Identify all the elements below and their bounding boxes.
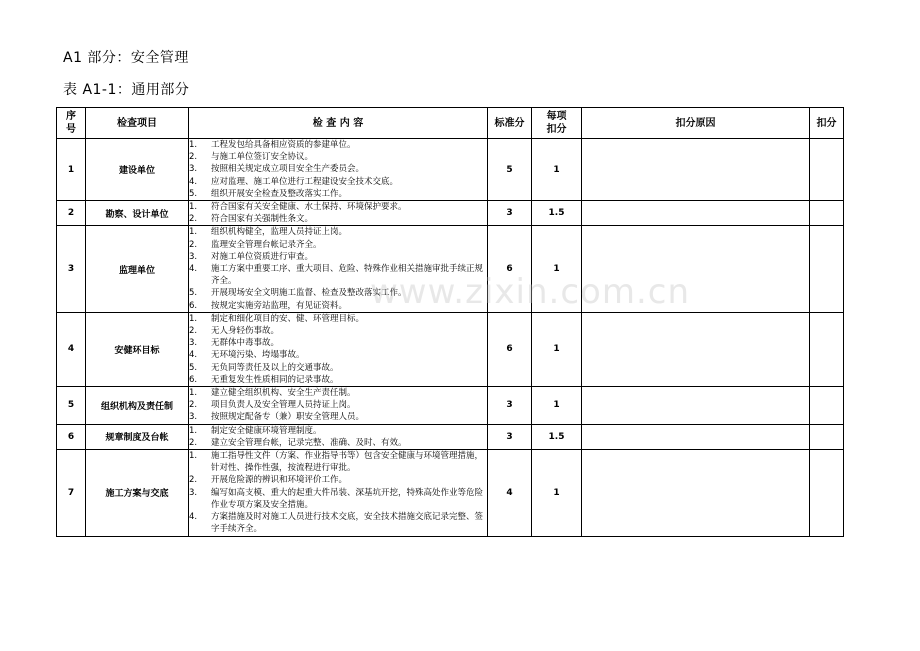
content-item-text: 无环境污染、垮塌事故。 (211, 350, 305, 361)
content-item (189, 450, 487, 474)
content-item (189, 399, 487, 411)
row-number: 6 (57, 424, 86, 449)
content-item (189, 325, 487, 337)
content-item-number: 2. (189, 214, 198, 225)
content-item-text: 项目负责人及安全管理人员持证上岗。 (211, 400, 356, 411)
header-no: 序号 (57, 108, 86, 139)
content-item-number: 1. (189, 313, 198, 324)
content-item-text: 无负同等责任及以上的交通事故。 (211, 362, 339, 373)
check-item: 施工方案与交底 (86, 450, 189, 536)
content-item-number: 4. (189, 350, 198, 361)
header-content: 检 查 内 容 (189, 108, 488, 139)
content-list (189, 450, 487, 535)
content-item-text: 方案措施及时对施工人员进行技术交底，安全技术措施交底记录完整、签字手续齐全。 (211, 512, 484, 535)
content-item-text: 组织机构健全，监理人员持证上岗。 (211, 227, 348, 238)
content-item (189, 139, 487, 151)
standard-score: 3 (488, 424, 532, 449)
standard-score: 3 (488, 387, 532, 425)
content-item-number: 5. (189, 288, 198, 299)
content-item-text: 符合国家有关强制性条文。 (211, 214, 314, 225)
content-list (189, 226, 487, 311)
content-item-text: 无重复发生性质相同的记录事故。 (211, 374, 339, 385)
check-item: 规章制度及台帐 (86, 424, 189, 449)
table-row (57, 424, 844, 449)
deduction-reason-cell (582, 201, 810, 226)
content-list (189, 139, 487, 200)
header-item: 检查项目 (86, 108, 189, 139)
deduction-reason-cell (582, 424, 810, 449)
content-item-text: 无群体中毒事故。 (211, 338, 280, 349)
row-number: 5 (57, 387, 86, 425)
content-item-text: 建立安全管理台帐，记录完整、准确、及时、有效。 (211, 437, 407, 448)
deduction-cell (810, 201, 844, 226)
table-row (57, 139, 844, 201)
content-item-text: 与施工单位签订安全协议。 (211, 152, 314, 163)
content-item-number: 1. (189, 388, 198, 399)
content-item (189, 487, 487, 511)
deduction-cell (810, 312, 844, 386)
deduction-cell (810, 450, 844, 536)
content-item-text: 按照规定配备专（兼）职安全管理人员。 (211, 412, 365, 423)
header-reason: 扣分原因 (582, 108, 810, 139)
deduction-cell (810, 424, 844, 449)
check-content (189, 139, 488, 201)
content-item (189, 300, 487, 312)
per-item-deduction: 1.5 (532, 424, 582, 449)
content-item (189, 474, 487, 486)
deduction-cell (810, 226, 844, 312)
per-item-deduction: 1 (532, 450, 582, 536)
content-item-number: 4. (189, 176, 198, 187)
content-item-text: 开展现场安全文明施工监督、检查及整改落实工作。 (211, 288, 407, 299)
content-item-number: 2. (189, 239, 198, 250)
per-item-deduction: 1 (532, 226, 582, 312)
content-item-number: 1. (189, 451, 198, 462)
content-item (189, 213, 487, 225)
content-item-number: 3. (189, 251, 198, 262)
content-item-number: 3. (189, 164, 198, 175)
content-item-number: 4. (189, 512, 198, 523)
content-item-number: 4. (189, 264, 198, 275)
content-item-number: 2. (189, 475, 198, 486)
row-number: 3 (57, 226, 86, 312)
content-item-text: 施工方案中重要工序、重大项目、危险、特殊作业相关措施审批手续正规齐全。 (211, 264, 484, 287)
content-item (189, 251, 487, 263)
content-item (189, 176, 487, 188)
content-item (189, 188, 487, 200)
check-item: 组织机构及责任制 (86, 387, 189, 425)
content-item-number: 3. (189, 338, 198, 349)
per-item-deduction: 1.5 (532, 201, 582, 226)
content-item-number: 2. (189, 437, 198, 448)
content-item-text: 开展危险源的辨识和环境评价工作。 (211, 475, 348, 486)
content-item-text: 对施工单位资质进行审查。 (211, 251, 314, 262)
check-content (189, 387, 488, 425)
content-item-number: 2. (189, 326, 198, 337)
content-item (189, 411, 487, 423)
content-item (189, 374, 487, 386)
table-row (57, 201, 844, 226)
check-item: 勘察、设计单位 (86, 201, 189, 226)
content-item-text: 施工指导性文件（方案、作业指导书等）包含安全健康与环境管理措施，针对性、操作性强，按流程进行审批。 (211, 451, 484, 474)
content-item-text: 监理安全管理台帐记录齐全。 (211, 239, 322, 250)
deduction-reason-cell (582, 312, 810, 386)
content-item-text: 符合国家有关安全健康、水土保持、环境保护要求。 (211, 202, 407, 213)
row-number: 1 (57, 139, 86, 201)
content-item (189, 287, 487, 299)
deduction-cell (810, 139, 844, 201)
header-deduct: 扣分 (810, 108, 844, 139)
content-item (189, 337, 487, 349)
content-item-text: 工程发包给具备相应资质的参建单位。 (211, 140, 356, 150)
standard-score: 6 (488, 226, 532, 312)
check-item: 安健环目标 (86, 312, 189, 386)
content-item (189, 239, 487, 251)
row-number: 4 (57, 312, 86, 386)
per-item-deduction: 1 (532, 139, 582, 201)
check-item: 监理单位 (86, 226, 189, 312)
content-item-text: 制定和细化项目的安、健、环管理目标。 (211, 313, 365, 324)
content-item-number: 2. (189, 152, 198, 163)
inspection-table (56, 107, 844, 537)
content-item-text: 应对监理、施工单位进行工程建设安全技术交底。 (211, 176, 399, 187)
per-item-deduction: 1 (532, 312, 582, 386)
deduction-reason-cell (582, 450, 810, 536)
check-content (189, 424, 488, 449)
content-list (189, 201, 487, 225)
per-item-deduction: 1 (532, 387, 582, 425)
row-number: 2 (57, 201, 86, 226)
content-list (189, 387, 487, 424)
check-content (189, 201, 488, 226)
content-item (189, 425, 487, 437)
watermark: www.zixin.com.cn (370, 272, 690, 312)
content-item-number: 1. (189, 425, 198, 436)
check-content (189, 312, 488, 386)
content-item (189, 387, 487, 399)
content-item-number: 6. (189, 374, 198, 385)
content-item (189, 263, 487, 287)
check-content (189, 450, 488, 536)
content-item (189, 163, 487, 175)
section-title: A1 部分：安全管理 (63, 50, 189, 66)
content-item (189, 201, 487, 213)
content-item-text: 组织开展安全检查及整改落实工作。 (211, 188, 348, 199)
content-list (189, 425, 487, 449)
standard-score: 6 (488, 312, 532, 386)
table-row (57, 450, 844, 536)
content-item-number: 1. (189, 227, 198, 238)
table-row (57, 226, 844, 312)
deduction-reason-cell (582, 139, 810, 201)
table-title: 表 A1-1：通用部分 (63, 82, 190, 98)
content-item (189, 437, 487, 449)
content-item-text: 建立健全组织机构、安全生产责任制。 (211, 388, 356, 399)
content-list (189, 313, 487, 386)
content-item (189, 151, 487, 163)
content-item (189, 226, 487, 238)
content-item-text: 按规定实施旁站监理，有见证资料。 (211, 300, 348, 311)
content-item-number: 1. (189, 202, 198, 213)
content-item-text: 编写如高支模、重大的起重大件吊装、深基坑开挖，特殊高处作业等危险作业专项方案及安全措施。 (211, 487, 484, 510)
content-item-number: 6. (189, 300, 198, 311)
row-number: 7 (57, 450, 86, 536)
deduction-reason-cell (582, 387, 810, 425)
header-row (57, 108, 844, 139)
deduction-reason-cell (582, 226, 810, 312)
content-item-number: 5. (189, 188, 198, 199)
check-content (189, 226, 488, 312)
content-item-number: 3. (189, 487, 198, 498)
content-item-text: 制定安全健康环境管理制度。 (211, 425, 322, 436)
content-item (189, 349, 487, 361)
check-item: 建设单位 (86, 139, 189, 201)
content-item-text: 无人身轻伤事故。 (211, 326, 280, 337)
content-item-number: 2. (189, 400, 198, 411)
content-item (189, 362, 487, 374)
standard-score: 5 (488, 139, 532, 201)
header-standard: 标准分 (488, 108, 532, 139)
table-row (57, 312, 844, 386)
content-item-number: 3. (189, 412, 198, 423)
content-item-number: 1. (189, 140, 198, 150)
standard-score: 4 (488, 450, 532, 536)
content-item-text: 按照相关规定成立项目安全生产委员会。 (211, 164, 365, 175)
header-per-item: 每项扣分 (532, 108, 582, 139)
table-row (57, 387, 844, 425)
standard-score: 3 (488, 201, 532, 226)
deduction-cell (810, 387, 844, 425)
content-item-number: 5. (189, 362, 198, 373)
content-item (189, 511, 487, 535)
content-item (189, 313, 487, 325)
